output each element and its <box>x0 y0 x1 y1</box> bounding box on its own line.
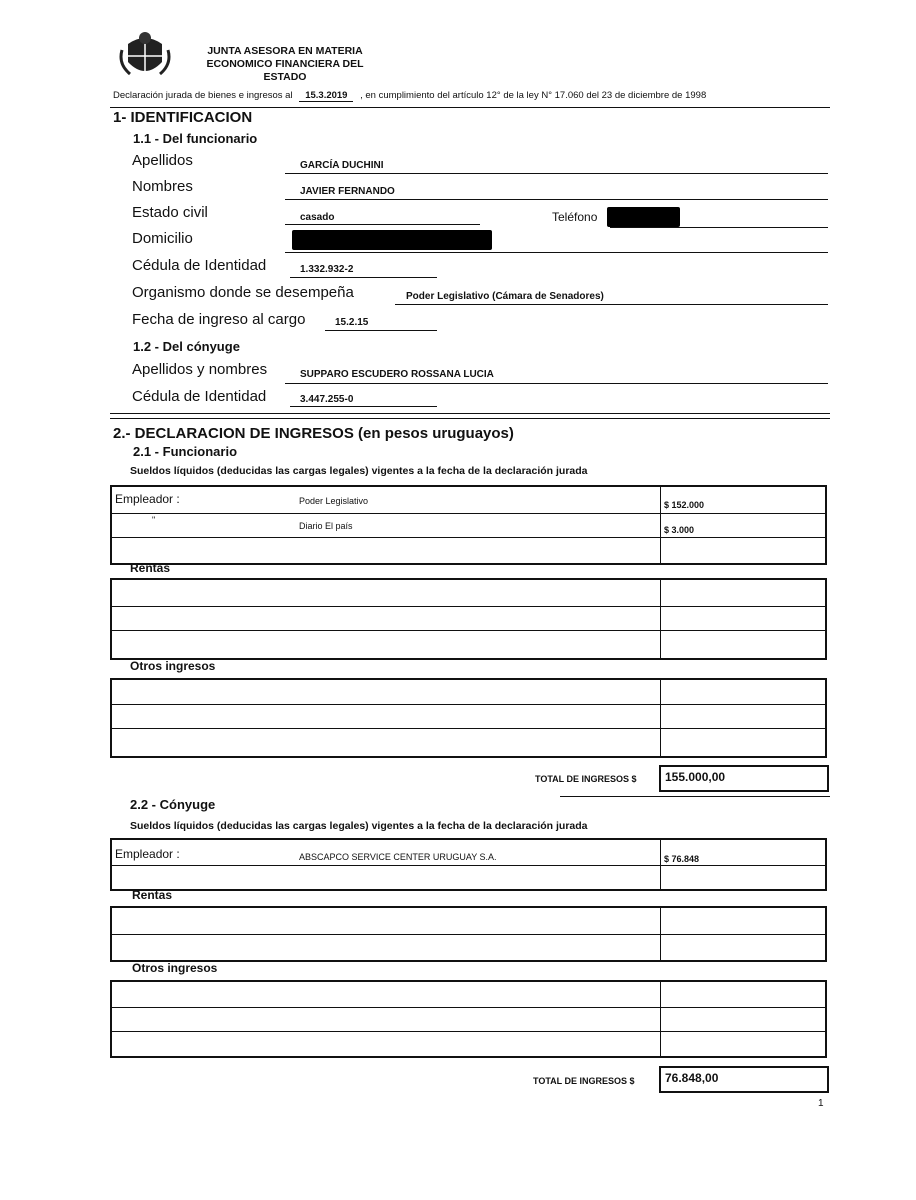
sueldos-title: Sueldos líquidos (deducidas las cargas legales) vigentes a la fecha de la declaración jurada <box>130 465 588 477</box>
total-ingresos-value: 155.000,00 <box>659 765 829 792</box>
conyuge-sueldos-title: Sueldos líquidos (deducidas las cargas legales) vigentes a la fecha de la declaración jurada <box>130 820 588 832</box>
conyuge-otros-ingresos-title: Otros ingresos <box>132 961 218 975</box>
conyuge-nombre-value: SUPPARO ESCUDERO ROSSANA LUCIA <box>300 369 494 380</box>
nombres-label: Nombres <box>132 178 193 195</box>
table-row-divider <box>112 1007 825 1008</box>
nombres-value: JAVIER FERNANDO <box>300 186 395 197</box>
empleador-label: Empleador : <box>115 847 180 861</box>
otros-ingresos-table <box>110 678 827 758</box>
funcionario-subtitle: 1.1 - Del funcionario <box>133 131 258 146</box>
coat-of-arms-icon <box>118 30 172 82</box>
field-line <box>285 252 828 253</box>
cedula-label: Cédula de Identidad <box>132 257 267 274</box>
empleador-name: Diario El país <box>299 521 353 531</box>
conyuge-rentas-title: Rentas <box>132 888 173 902</box>
field-line <box>610 227 828 228</box>
decl-prefix: Declaración jurada de bienes e ingresos al <box>113 90 293 101</box>
conyuge-sueldos-table <box>110 838 827 891</box>
conyuge-cedula-label: Cédula de Identidad <box>132 388 267 405</box>
estado-civil-value: casado <box>300 212 335 223</box>
amount-column-divider <box>660 680 661 756</box>
field-line <box>395 304 828 305</box>
table-row-divider <box>112 865 825 866</box>
field-line <box>290 277 437 278</box>
field-line <box>285 224 480 225</box>
page-number: 1 <box>818 1098 824 1109</box>
conyuge-nombre-label: Apellidos y nombres <box>132 361 268 378</box>
otros-ingresos-title: Otros ingresos <box>130 659 216 673</box>
org-header <box>185 45 385 84</box>
salary-amount: $ 76.848 <box>664 854 700 864</box>
decl-date: 15.3.2019 <box>299 90 353 102</box>
divider <box>110 413 830 414</box>
table-row-divider <box>112 728 825 729</box>
table-row-divider <box>112 1031 825 1032</box>
ditto-marker: " <box>152 515 156 525</box>
table-row-divider <box>112 606 825 607</box>
table-row-divider <box>112 934 825 935</box>
divider <box>110 418 830 419</box>
funcionario-ingresos-subtitle: 2.1 - Funcionario <box>133 444 238 459</box>
field-line <box>285 173 828 174</box>
apellidos-label: Apellidos <box>132 152 193 169</box>
conyuge-ingresos-subtitle: 2.2 - Cónyuge <box>130 797 216 812</box>
conyuge-cedula-value: 3.447.255-0 <box>300 394 354 405</box>
table-row-divider <box>112 537 825 538</box>
rentas-table <box>110 578 827 660</box>
empleador-name: Poder Legislativo <box>299 496 369 506</box>
field-line <box>285 199 828 200</box>
apellidos-value: GARCÍA DUCHINI <box>300 160 384 171</box>
cedula-value: 1.332.932-2 <box>300 264 354 275</box>
telefono-label: Teléfono <box>552 210 598 224</box>
field-line <box>325 330 437 331</box>
conyuge-otros-ingresos-table <box>110 980 827 1058</box>
estado-civil-label: Estado civil <box>132 204 208 221</box>
conyuge-rentas-table <box>110 906 827 962</box>
fecha-ingreso-value: 15.2.15 <box>335 317 369 328</box>
sueldos-table <box>110 485 827 565</box>
rentas-title: Rentas <box>130 561 171 575</box>
conyuge-total-value: 76.848,00 <box>659 1066 829 1093</box>
field-line <box>290 406 437 407</box>
divider <box>110 107 830 108</box>
empleador-label: Empleador : <box>115 492 180 506</box>
domicilio-label: Domicilio <box>132 230 193 247</box>
declaration-line <box>113 90 706 102</box>
redaction-bar <box>292 230 492 250</box>
org-line2: ECONOMICO FINANCIERA DEL ESTADO <box>206 58 364 83</box>
total-ingresos-label: TOTAL DE INGRESOS $ <box>535 774 637 784</box>
amount-column-divider <box>660 487 661 563</box>
amount-column-divider <box>660 982 661 1056</box>
organismo-label: Organismo donde se desempeña <box>132 284 354 301</box>
conyuge-total-label: TOTAL DE INGRESOS $ <box>533 1076 635 1086</box>
empleador-name: ABSCAPCO SERVICE CENTER URUGUAY S.A. <box>299 852 497 862</box>
salary-amount: $ 152.000 <box>664 500 705 510</box>
salary-amount: $ 3.000 <box>664 525 695 535</box>
redaction-bar <box>607 207 680 227</box>
table-row-divider <box>112 513 825 514</box>
table-row-divider <box>112 704 825 705</box>
conyuge-subtitle: 1.2 - Del cónyuge <box>133 339 240 354</box>
section-ingresos-title: 2.- DECLARACION DE INGRESOS (en pesos uruguayos) <box>113 425 514 442</box>
section-identificacion-title: 1- IDENTIFICACION <box>113 109 253 126</box>
fecha-ingreso-label: Fecha de ingreso al cargo <box>132 311 306 328</box>
amount-column-divider <box>660 580 661 658</box>
org-line1: JUNTA ASESORA EN MATERIA <box>207 45 363 57</box>
divider <box>560 796 830 797</box>
decl-suffix: , en cumplimiento del artículo 12° de la ley N° 17.060 del 23 de diciembre de 1998 <box>360 90 707 101</box>
table-row-divider <box>112 630 825 631</box>
organismo-value: Poder Legislativo (Cámara de Senadores) <box>406 291 604 302</box>
field-line <box>285 383 828 384</box>
